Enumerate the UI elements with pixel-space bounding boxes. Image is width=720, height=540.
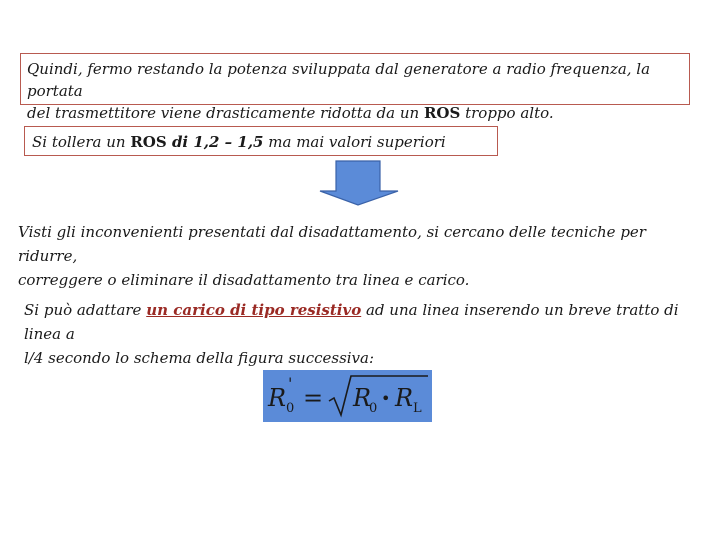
- paragraph-matching-line-2: l/4 secondo lo schema della figura successiva:: [24, 349, 375, 367]
- intro-line-1: Quindi, fermo restando la potenza sviluppata dal generatore a radio frequenza, la portata: [27, 60, 651, 100]
- paragraph-matching: [24, 298, 704, 370]
- intro-line-2-end: troppo alto.: [460, 104, 554, 122]
- tolerance-pre: Si tollera un: [32, 133, 131, 151]
- formula-dot: •: [381, 389, 391, 408]
- down-arrow-shape: [320, 161, 398, 205]
- paragraph-mismatch-line-1: Visti gli inconvenienti presentati dal disadattamento, si cercano delle tecniche per ridurre,: [18, 223, 646, 265]
- paragraph-matching-post: ad una linea inserendo un breve tratto di linea a: [24, 301, 679, 343]
- tolerance-range: di 1,2 – 1,5: [166, 133, 264, 151]
- formula-rl: R: [395, 384, 414, 412]
- quarter-wave-formula: [263, 370, 432, 422]
- formula-rl-sub: L: [413, 401, 422, 416]
- ros-term: ROS: [423, 104, 461, 122]
- tolerance-ros: ROS: [130, 133, 167, 151]
- formula-lhs: R: [268, 384, 287, 412]
- paragraph-mismatch-line-2: correggere o eliminare il disadattamento tra linea e carico.: [18, 271, 470, 289]
- intro-line-2: [27, 102, 689, 124]
- formula-r0-sub: 0: [369, 401, 378, 416]
- formula-r0: R: [353, 384, 372, 412]
- tolerance-text-box: [24, 126, 498, 156]
- tolerance-post: ma mai valori superiori: [263, 133, 446, 151]
- formula-equals: =: [303, 384, 324, 412]
- paragraph-matching-pre: Si può adattare: [24, 301, 147, 319]
- paragraph-mismatch: [18, 220, 698, 292]
- formula-lhs-sub: 0: [286, 401, 295, 416]
- resistive-load-emphasis: un carico di tipo resistivo: [146, 301, 362, 319]
- down-arrow-icon: [318, 160, 400, 210]
- intro-text-box: [20, 53, 690, 122]
- formula-lhs-prime: ': [288, 374, 293, 393]
- intro-line-2-text: del trasmettitore viene drasticamente ridotta da un: [27, 104, 424, 122]
- paragraph-matching-line-1: [24, 298, 704, 346]
